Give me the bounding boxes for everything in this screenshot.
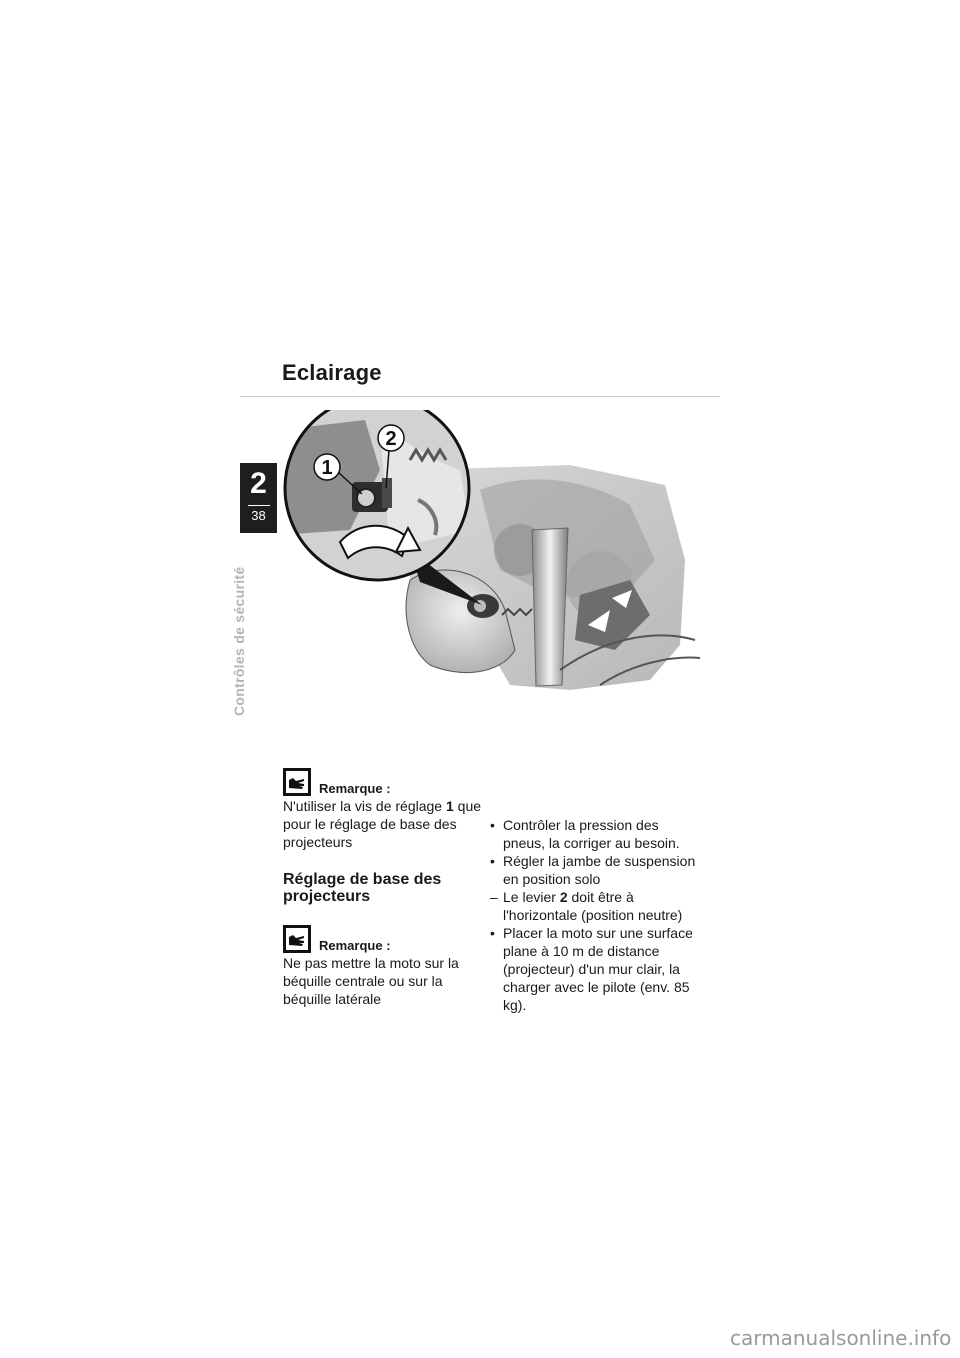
headlight-adjustment-illustration bbox=[270, 410, 710, 700]
note-1-label: Remarque : bbox=[319, 781, 391, 796]
right-column bbox=[490, 816, 700, 1014]
bullet-marker: • bbox=[490, 817, 495, 833]
chapter-number: 2 bbox=[250, 467, 267, 500]
note-1-header bbox=[283, 768, 483, 796]
bullet-marker: • bbox=[490, 853, 495, 869]
procedure-list bbox=[490, 816, 700, 1014]
section-heading: Réglage de base des projecteurs bbox=[283, 871, 442, 905]
dash-marker: – bbox=[490, 889, 498, 905]
note-hand-icon bbox=[283, 925, 311, 953]
list-item: • Placer la moto sur une surface plane à 10 m de distance (projecteur) d'un mur clair, la charger avec le pilote (env. 85 kg). bbox=[490, 925, 693, 1013]
watermark: carmanualsonline.info bbox=[730, 1326, 952, 1350]
chapter-side-label: Contrôles de sécurité bbox=[231, 566, 247, 716]
callout-2-label: 2 bbox=[385, 428, 397, 450]
bullet-marker: • bbox=[490, 925, 495, 941]
list-item: – Le levier 2 doit être à l'horizontale (position neutre) bbox=[490, 889, 683, 923]
left-column bbox=[283, 768, 483, 1008]
note-1-ref: 1 bbox=[445, 798, 454, 814]
note-hand-icon bbox=[283, 768, 311, 796]
note-2-text: Ne pas mettre la moto sur la béquille centrale ou sur la béquille latérale bbox=[283, 955, 459, 1007]
note-2-label: Remarque : bbox=[319, 938, 391, 953]
lever-ref: 2 bbox=[559, 889, 568, 905]
page-title: Eclairage bbox=[282, 360, 382, 385]
note-2-header bbox=[283, 925, 483, 953]
callout-1-label: 1 bbox=[321, 457, 333, 479]
title-divider bbox=[240, 396, 720, 397]
page-number: 38 bbox=[251, 508, 266, 523]
note-1-text: N'utiliser la vis de réglage 1 que pour le réglage de base des projecteurs bbox=[283, 798, 482, 850]
list-item: • Contrôler la pression des pneus, la corriger au besoin. bbox=[490, 817, 680, 851]
list-item: • Régler la jambe de suspension en position solo bbox=[490, 853, 696, 887]
chapter-divider bbox=[248, 505, 270, 506]
